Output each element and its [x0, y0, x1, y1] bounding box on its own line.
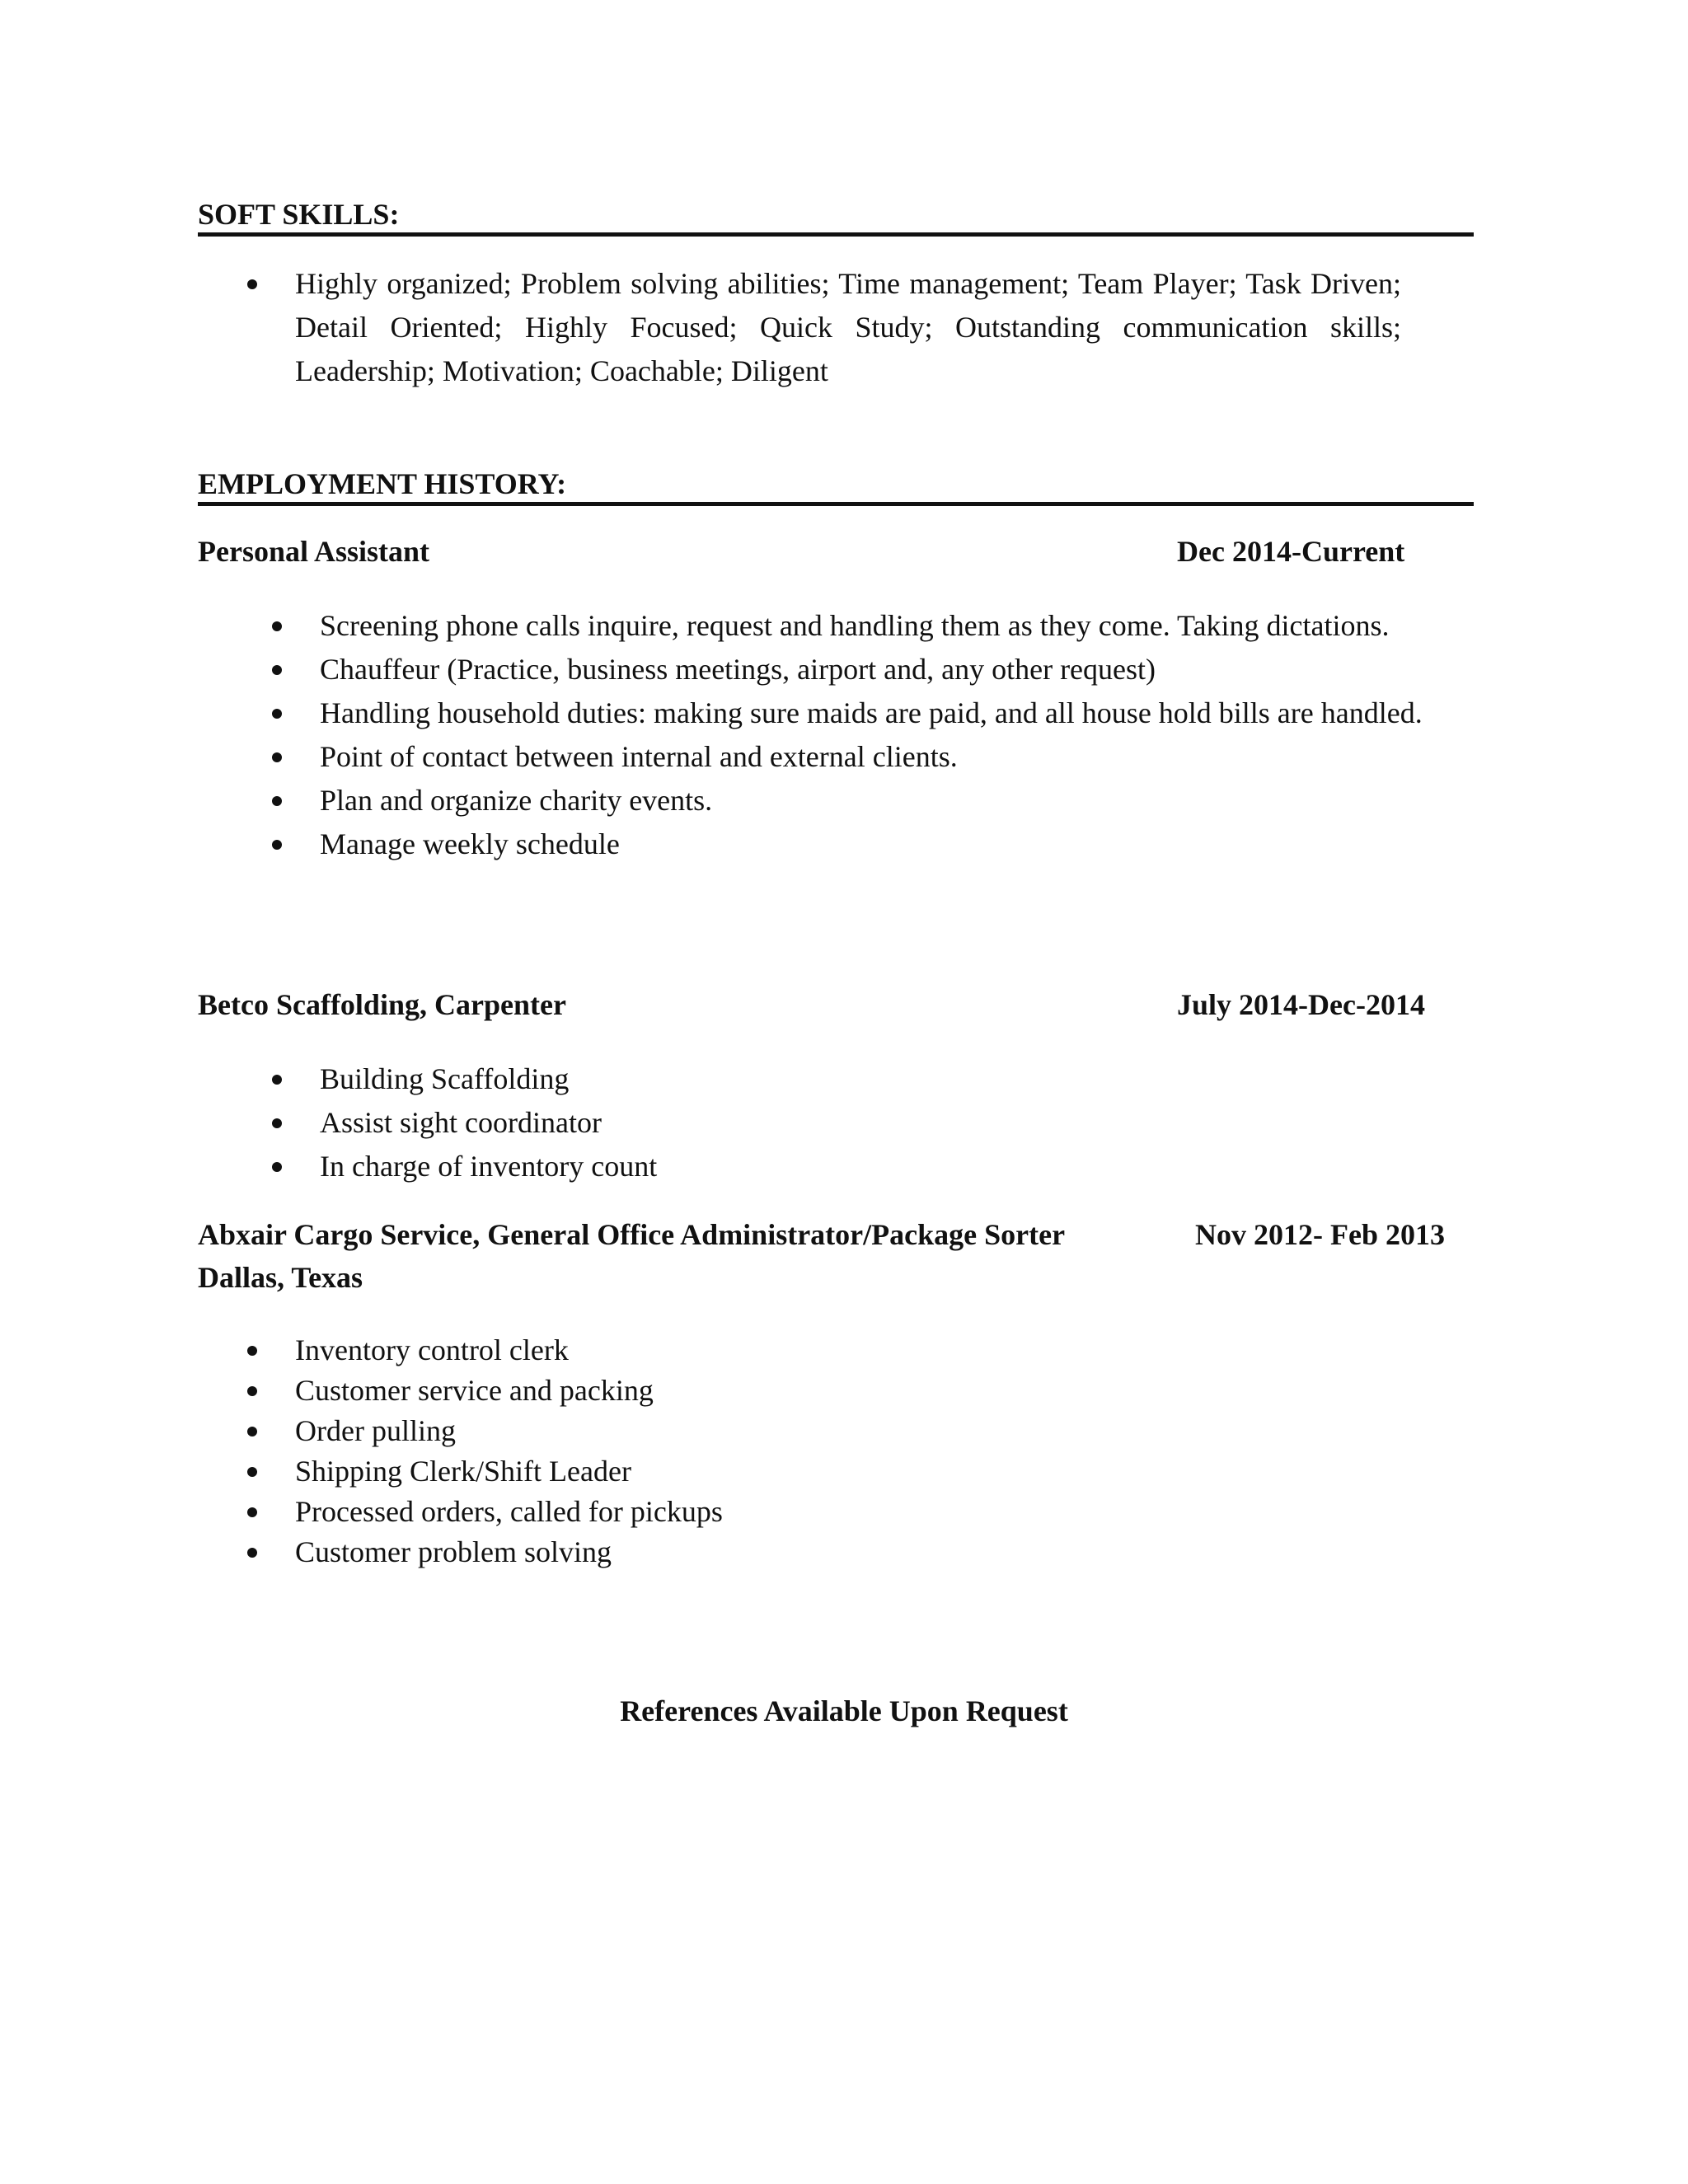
bullet-icon [272, 1075, 282, 1085]
bullet-icon [272, 796, 282, 806]
job-title: Betco Scaffolding, Carpenter [198, 988, 566, 1021]
soft-skills-heading: SOFT SKILLS: [198, 198, 1474, 237]
bullet-icon [272, 709, 282, 719]
list-item [272, 779, 1426, 823]
job-date: Nov 2012- Feb 2013 [1195, 1218, 1445, 1251]
job-title: Abxair Cargo Service, General Office Administrator/Package Sorter [198, 1218, 1066, 1251]
duty-text: Screening phone calls inquire, request and handling them as they come. Taking dictations. [320, 609, 1390, 642]
soft-skills-list [247, 262, 1401, 393]
bullet-icon [247, 1386, 257, 1396]
duty-text: Point of contact between internal and external clients. [320, 740, 958, 773]
references-footer: References Available Upon Request [620, 1694, 1068, 1727]
duty-text: Manage weekly schedule [320, 827, 620, 860]
bullet-icon [272, 1162, 282, 1172]
job-title: Personal Assistant [198, 535, 430, 568]
soft-skills-text: Highly organized; Problem solving abilities; Time management; Team Player; Task Driven; Detail Oriented; Highly Focused; Quick Study; Outstanding communication skills; Leadership; Motivation; Coachable; Diligent [295, 267, 1401, 387]
duty-text: In charge of inventory count [320, 1150, 658, 1183]
list-item [272, 648, 1426, 691]
employment-history-heading: EMPLOYMENT HISTORY: [198, 467, 1474, 506]
job-duties-list [247, 1330, 1401, 1572]
bullet-icon [247, 1346, 257, 1356]
list-item [247, 1411, 1401, 1451]
bullet-icon [247, 1548, 257, 1558]
duty-text: Customer problem solving [295, 1535, 612, 1568]
list-item [247, 1451, 1401, 1492]
job-duties-list [272, 1057, 1426, 1188]
bullet-icon [247, 279, 257, 289]
list-item [247, 1492, 1401, 1532]
duty-text: Customer service and packing [295, 1374, 654, 1407]
list-item [272, 1057, 1426, 1101]
job-location: Dallas, Texas [198, 1261, 363, 1294]
list-item [247, 1330, 1401, 1371]
list-item [272, 823, 1426, 866]
duty-text: Processed orders, called for pickups [295, 1495, 723, 1528]
bullet-icon [272, 840, 282, 850]
duty-text: Chauffeur (Practice, business meetings, airport and, any other request) [320, 653, 1156, 686]
job-duties-list [272, 604, 1426, 866]
duty-text: Inventory control clerk [295, 1333, 569, 1366]
list-item [272, 1101, 1426, 1145]
bullet-icon [247, 1467, 257, 1477]
bullet-icon [272, 621, 282, 631]
duty-text: Building Scaffolding [320, 1062, 570, 1095]
bullet-icon [247, 1427, 257, 1436]
list-item [272, 1145, 1426, 1188]
duty-text: Shipping Clerk/Shift Leader [295, 1455, 631, 1488]
list-item [247, 1371, 1401, 1411]
list-item [272, 604, 1426, 648]
bullet-icon [272, 665, 282, 675]
bullet-icon [247, 1507, 257, 1517]
list-item [272, 735, 1426, 779]
list-item [247, 1532, 1401, 1572]
duty-text: Handling household duties: making sure maids are paid, and all house hold bills are handled. [320, 696, 1423, 729]
duty-text: Plan and organize charity events. [320, 784, 713, 817]
bullet-icon [272, 1118, 282, 1128]
job-date: Dec 2014-Current [1177, 535, 1405, 568]
bullet-icon [272, 752, 282, 762]
list-item [247, 262, 1401, 393]
job-date: July 2014-Dec-2014 [1177, 988, 1425, 1021]
duty-text: Order pulling [295, 1414, 456, 1447]
list-item [272, 691, 1426, 735]
duty-text: Assist sight coordinator [320, 1106, 602, 1139]
